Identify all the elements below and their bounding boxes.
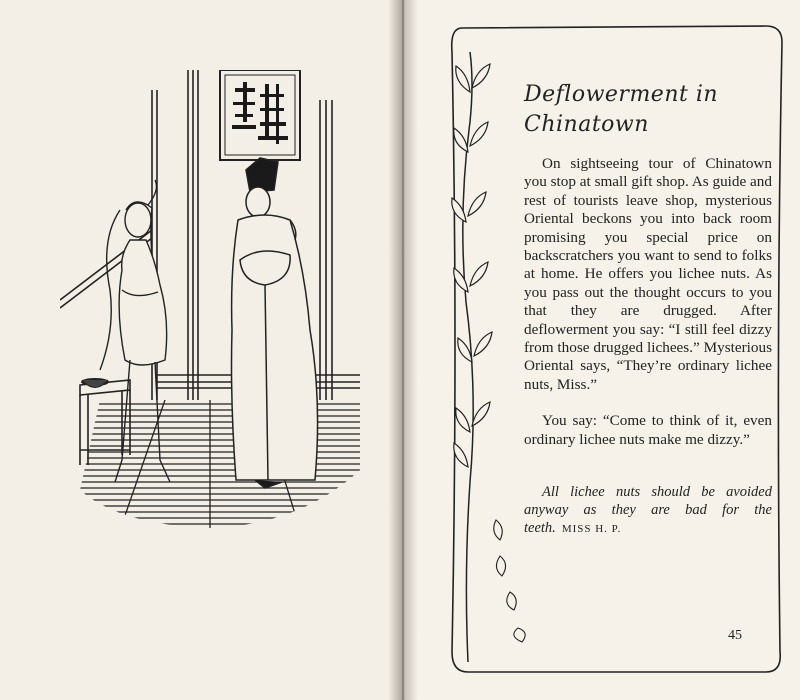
closing-note-text bbox=[524, 483, 772, 538]
story-paragraph: You say: “Come to think of it, even ordinary lichee nuts make me dizzy.” bbox=[524, 412, 772, 448]
story-body bbox=[524, 155, 772, 449]
chinatown-illustration bbox=[60, 70, 360, 550]
vine-leaves-icon bbox=[452, 64, 492, 467]
story-title-line-2: Chinatown bbox=[524, 112, 649, 137]
falling-petals-icon bbox=[494, 520, 525, 642]
story-title-line-1: Deflowerment in bbox=[524, 82, 719, 107]
story-paragraph: On sightseeing tour of Chinatown you stop at small gift shop. As guide and rest of tourists leave shop, mysterious Oriental beckons you into back room promising you special price on backscratchers you want to send to folks at home. He offers you lichee nuts. As you pass out the thought occurs to you that they are drugged. After deflowerment you say: “I still feel dizzy from those drugged lichees.” Mysterious Oriental says, “They’re ordinary lichee nuts, Miss.” bbox=[524, 155, 772, 393]
story-title bbox=[524, 80, 718, 140]
book-gutter bbox=[388, 0, 418, 700]
signature: MISS H. P. bbox=[561, 523, 622, 535]
man-figure bbox=[232, 158, 318, 488]
closing-note bbox=[524, 483, 772, 538]
wall-sign bbox=[220, 70, 300, 160]
woman-figure bbox=[100, 180, 170, 482]
note-text: All lichee nuts should be avoided anyway as they are bad for the teeth. bbox=[524, 484, 772, 536]
page-number: 45 bbox=[728, 628, 742, 643]
